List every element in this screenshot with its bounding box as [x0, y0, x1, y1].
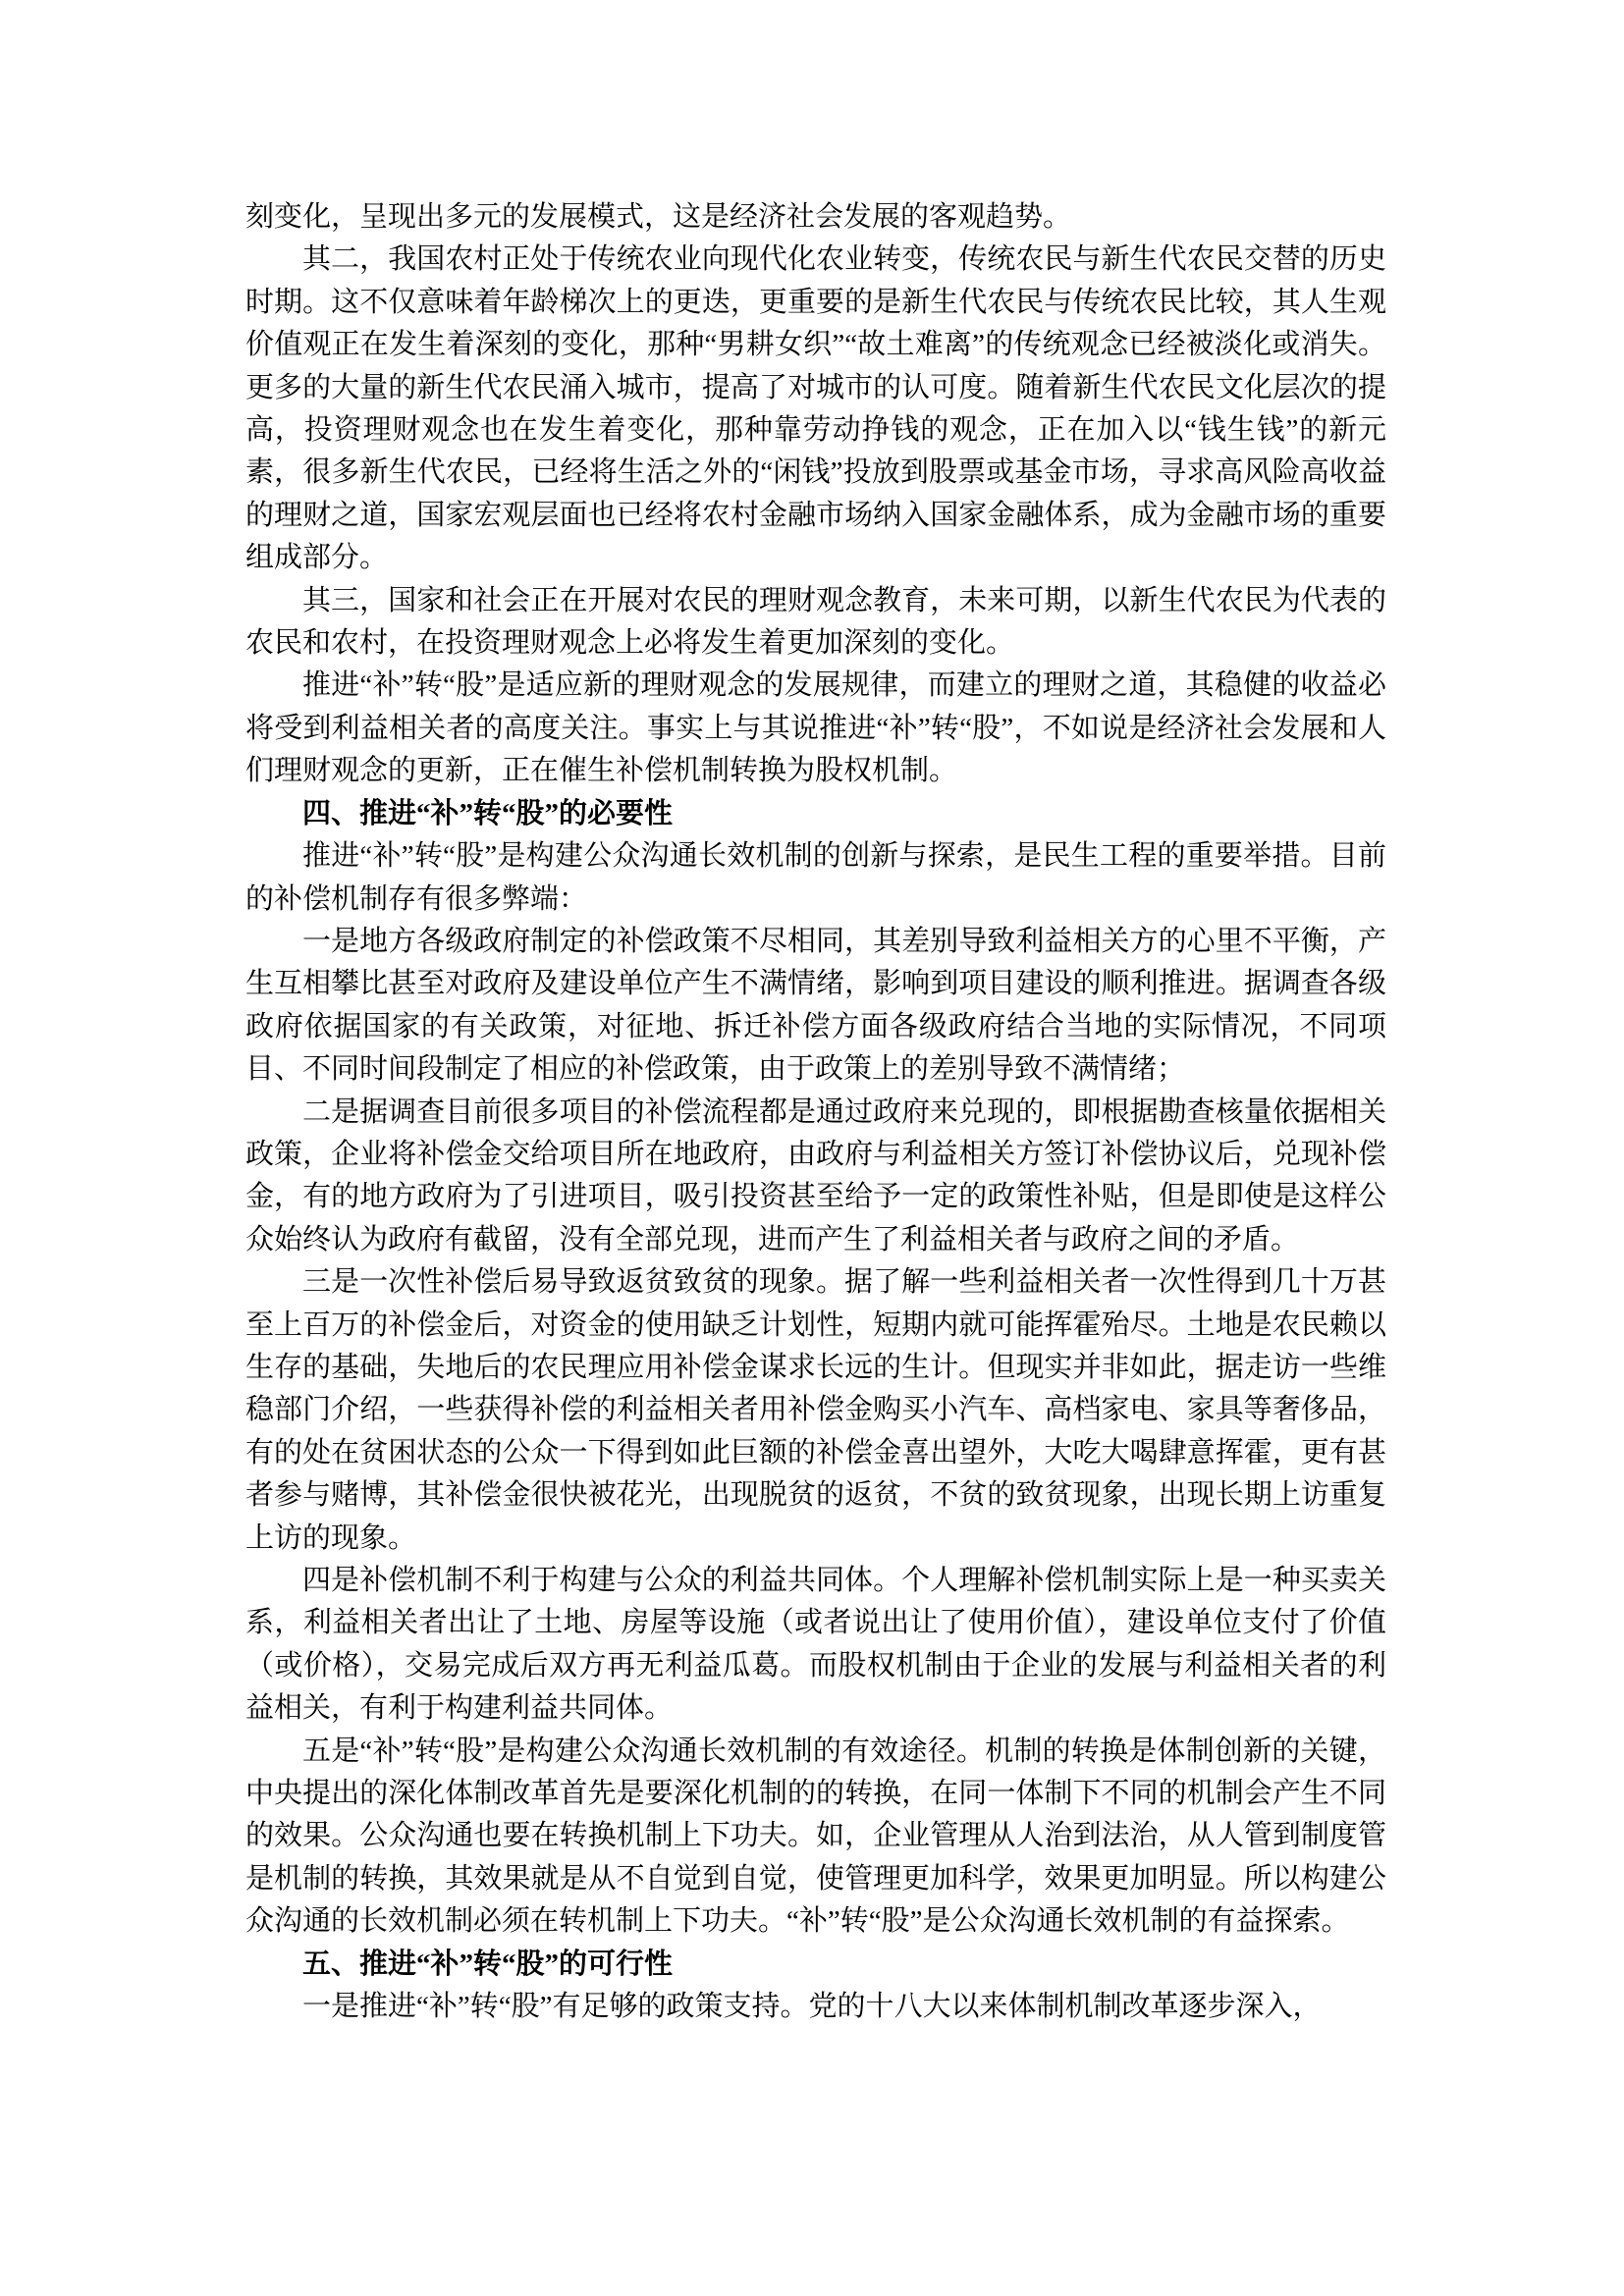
body-paragraph: 三是一次性补偿后易导致返贫致贫的现象。据了解一些利益相关者一次性得到几十万甚至上百万的补偿金后，对资金的使用缺乏计划性，短期内就可能挥霍殆尽。土地是农民赖以生存的基础，失地后的农民理应用补偿金谋求长远的生计。但现实并非如此，据走访一些维稳部门介绍，一些获得补偿的利益相关者用补偿金购买小汽车、高档家电、家具等奢侈品，有的处在贫困状态的公众一下得到如此巨额的补偿金喜出望外，大吃大喝肆意挥霍，更有甚者参与赌博，其补偿金很快被花光，出现脱贫的返贫，不贫的致贫现象，出现长期上访重复上访的现象。 — [245, 1266, 1386, 1554]
body-paragraph: 其三，国家和社会正在开展对农民的理财观念教育，未来可期，以新生代农民为代表的农民和农村，在投资理财观念上必将发生着更加深刻的变化。 — [245, 584, 1386, 660]
body-paragraph: 一是地方各级政府制定的补偿政策不尽相同，其差别导致利益相关方的心里不平衡，产生互相攀比甚至对政府及建设单位产生不满情绪，影响到项目建设的顺利推进。据调查各级政府依据国家的有关政策，对征地、拆迁补偿方面各级政府结合当地的实际情况，不同项目、不同时间段制定了相应的补偿政策，由于政策上的差别导致不满情绪； — [245, 925, 1386, 1086]
body-paragraph: 其二，我国农村正处于传统农业向现代化农业转变，传统农民与新生代农民交替的历史时期。这不仅意味着年龄梯次上的更迭，更重要的是新生代农民与传统农民比较，其人生观价值观正在发生着深刻的变化，那种“男耕女织”“故土难离”的传统观念已经被淡化或消失。更多的大量的新生代农民涌入城市，提高了对城市的认可度。随着新生代农民文化层次的提高，投资理财观念也在发生着变化，那种靠劳动挣钱的观念，正在加入以“钱生钱”的新元素，很多新生代农民，已经将生活之外的“闲钱”投放到股票或基金市场，寻求高风险高收益的理财之道，国家宏观层面也已经将农村金融市场纳入国家金融体系，成为金融市场的重要组成部分。 — [245, 243, 1386, 574]
body-paragraph: 四是补偿机制不利于构建与公众的利益共同体。个人理解补偿机制实际上是一种买卖关系，利益相关者出让了土地、房屋等设施（或者说出让了使用价值），建设单位支付了价值（或价格），交易完成后双方再无利益瓜葛。而股权机制由于企业的发展与利益相关者的利益相关，有利于构建利益共同体。 — [245, 1565, 1386, 1725]
body-paragraph-continuation: 刻变化，呈现出多元的发展模式，这是经济社会发展的客观趋势。 — [245, 201, 1072, 233]
body-paragraph: 推进“补”转“股”是构建公众沟通长效机制的创新与探索，是民生工程的重要举措。目前的补偿机制存有很多弊端： — [245, 840, 1386, 915]
body-paragraph-continuation: 一是推进“补”转“股”有足够的政策支持。党的十八大以来体制机制改革逐步深入， — [302, 1991, 1322, 2023]
document-text-block — [245, 196, 1386, 2028]
body-paragraph: 二是据调查目前很多项目的补偿流程都是通过政府来兑现的，即根据勘查核量依据相关政策，企业将补偿金交给项目所在地政府，由政府与利益相关方签订补偿协议后，兑现补偿金，有的地方政府为了引进项目，吸引投资甚至给予一定的政策性补贴，但是即使是这样公众始终认为政府有截留，没有全部兑现，进而产生了利益相关者与政府之间的矛盾。 — [245, 1095, 1386, 1255]
body-paragraph: 五是“补”转“股”是构建公众沟通长效机制的有效途径。机制的转换是体制创新的关键，中央提出的深化体制改革首先是要深化机制的的转换，在同一体制下不同的机制会产生不同的效果。公众沟通也要在转换机制上下功夫。如，企业管理从人治到法治，从人管到制度管是机制的转换，其效果就是从不自觉到自觉，使管理更加科学，效果更加明显。所以构建公众沟通的长效机制必须在转机制上下功夫。“补”转“股”是公众沟通长效机制的有益探索。 — [245, 1735, 1386, 1938]
section-heading-necessity: 四、推进“补”转“股”的必要性 — [302, 797, 674, 829]
section-heading-feasibility: 五、推进“补”转“股”的可行性 — [302, 1948, 674, 1980]
body-paragraph: 推进“补”转“股”是适应新的理财观念的发展规律，而建立的理财之道，其稳健的收益必将受到利益相关者的高度关注。事实上与其说推进“补”转“股”，不如说是经济社会发展和人们理财观念的更新，正在催生补偿机制转换为股权机制。 — [245, 669, 1386, 787]
